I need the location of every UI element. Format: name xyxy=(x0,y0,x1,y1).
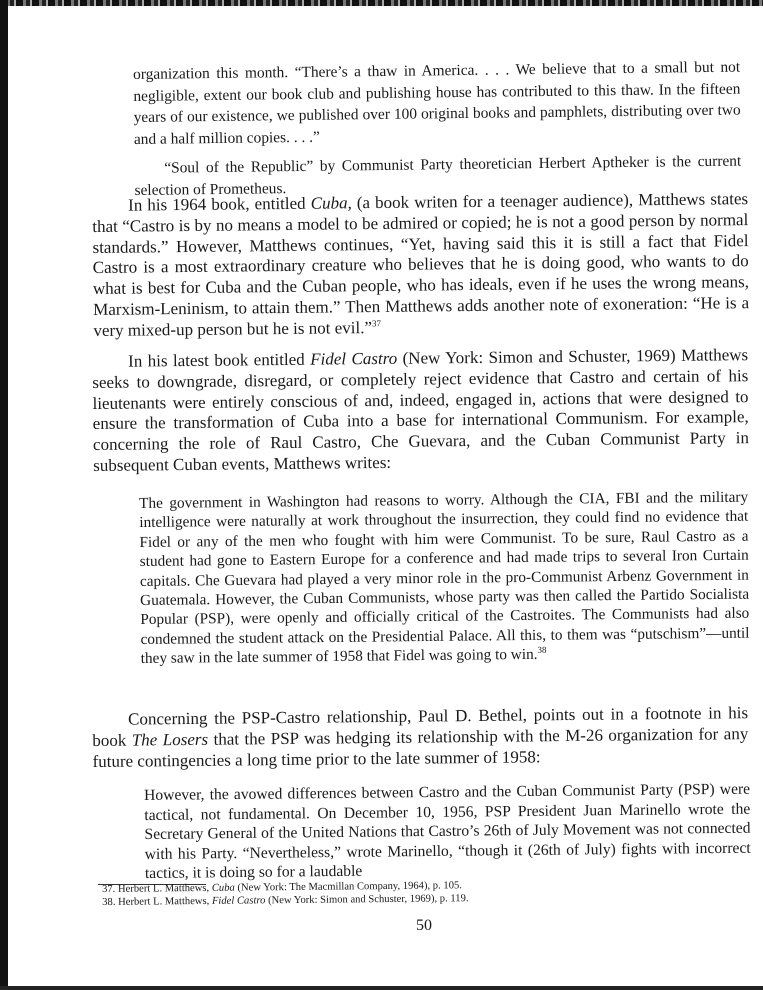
block-quote-1 xyxy=(139,488,750,669)
footnote-ref: 37 xyxy=(371,318,381,329)
book-title: Cuba, xyxy=(310,193,352,213)
text-run: In his 1964 book, entitled xyxy=(127,193,311,215)
footnote-title: Cuba xyxy=(211,882,235,894)
text-run: (New York: Simon and Schuster, 1969) Matthews seeks to downgrade, disregard, or completely reject evidence that Castro and certain of his lieutenants were entirely conscious of and, indeed, engaged in, actions that were designed to ensure the transformation of Cuba into a base for international Communism. For example, concerning the role of Raul Castro, Che Guevara, and the Cuban Communist Party in subsequent Cuban events, Matthews writes: xyxy=(92,345,750,475)
footnote-number: 38. xyxy=(102,896,116,908)
block-quote-2 xyxy=(144,780,751,884)
text-run: Concerning the PSP-Castro relationship, Paul D. Bethel, points out in a footnote in his book xyxy=(92,703,749,750)
book-title: Fidel Castro xyxy=(310,348,398,369)
footnote-author: Herbert L. Matthews, xyxy=(118,895,212,908)
footnote-ref: 38 xyxy=(537,644,547,655)
book-title: The Losers xyxy=(131,729,209,750)
footnote-title: Fidel Castro xyxy=(211,894,266,907)
body-paragraph-3 xyxy=(92,703,749,772)
continued-quote xyxy=(133,57,742,202)
text-run: that the PSP was hedging its relationship with the M-26 organization for any future contingencies a long time prior to the late summer of 1958: xyxy=(92,723,749,771)
scan-bottom-edge xyxy=(0,986,763,990)
scan-top-edge xyxy=(0,0,763,6)
quote-text: The government in Washington had reasons to worry. Although the CIA, FBI and the military intelligence were naturally at work throughout the insurrection, they could find no evidence that Fidel or any of the men who fought with him were Communist. To be sure, Raul Castro as a student had gone to Eastern Europe for a conference and had made trips to several Iron Curtain capitals. Che Guevara had played a very minor role in the pro-Communist Arbenz Government in Guatemala. However, the Cuban Communists, whose party was then called the Partido Socialista Popular (PSP), were openly and officially critical of the Castroites. The Communists had also condemned the student attack on the Presidential Palace. All this, to them was “putschism”—until they saw in the late summer of 1958 that Fidel was going to win. xyxy=(139,488,750,668)
text-run: In his latest book entitled xyxy=(127,349,311,371)
quote-text: However, the avowed differences between Castro and the Cuban Communist Party (PSP) were tactical, not fundamental. On December 10, 1956, PSP President Juan Marinello wrote the Secretary General of the United Nations that Castro’s 26th of July Movement was not connected with his Party. “Nevertheless,” wrote Marinello, “though it (26th of July) fights with incorrect tactics, it is doing so for a laudable xyxy=(144,780,751,883)
text-run: (a book writen for a teenager audience), Matthews states that “Castro is by no means a model to be admired or copied; he is not a good person by normal standards.” However, Matthews continues, “Yet, having said this it is still a fact that Fidel Castro is a most extraordinary creature who believes that he is doing good, who wants to do what is best for Cuba and the Cuban people, who has ideals, even if he uses the wrong means, Marxism-Leninism, to attain them.” Then Matthews adds another note of exoneration: “He is a very mixed-up person but he is not evil.” xyxy=(92,189,750,340)
footnote-details: (New York: The Macmillan Company, 1964), p. 105. xyxy=(234,880,462,894)
quote-paragraph: “Soul of the Republic” by Communist Party theoretician Herbert Aptheker is the current selection of Prometheus. xyxy=(134,152,742,199)
footnote-details: (New York: Simon and Schuster, 1969), p. 119. xyxy=(265,892,469,906)
scan-left-edge xyxy=(0,0,8,990)
body-paragraph-2 xyxy=(92,345,749,477)
footnote-author: Herbert L. Matthews, xyxy=(117,882,212,895)
page-number: 50 xyxy=(416,917,432,934)
footnotes xyxy=(102,878,722,910)
quote-paragraph: organization this month. “There’s a thaw in America. . . . We believe that to a small but not negligible, extent our book club and publishing house has contributed to this thaw. In the fifteen years of our existence, we published over 100 original books and pamphlets, distributing over two and a half million copies. . . .” xyxy=(133,58,741,148)
body-paragraph-1 xyxy=(92,189,749,341)
footnote-number: 37. xyxy=(102,883,116,895)
